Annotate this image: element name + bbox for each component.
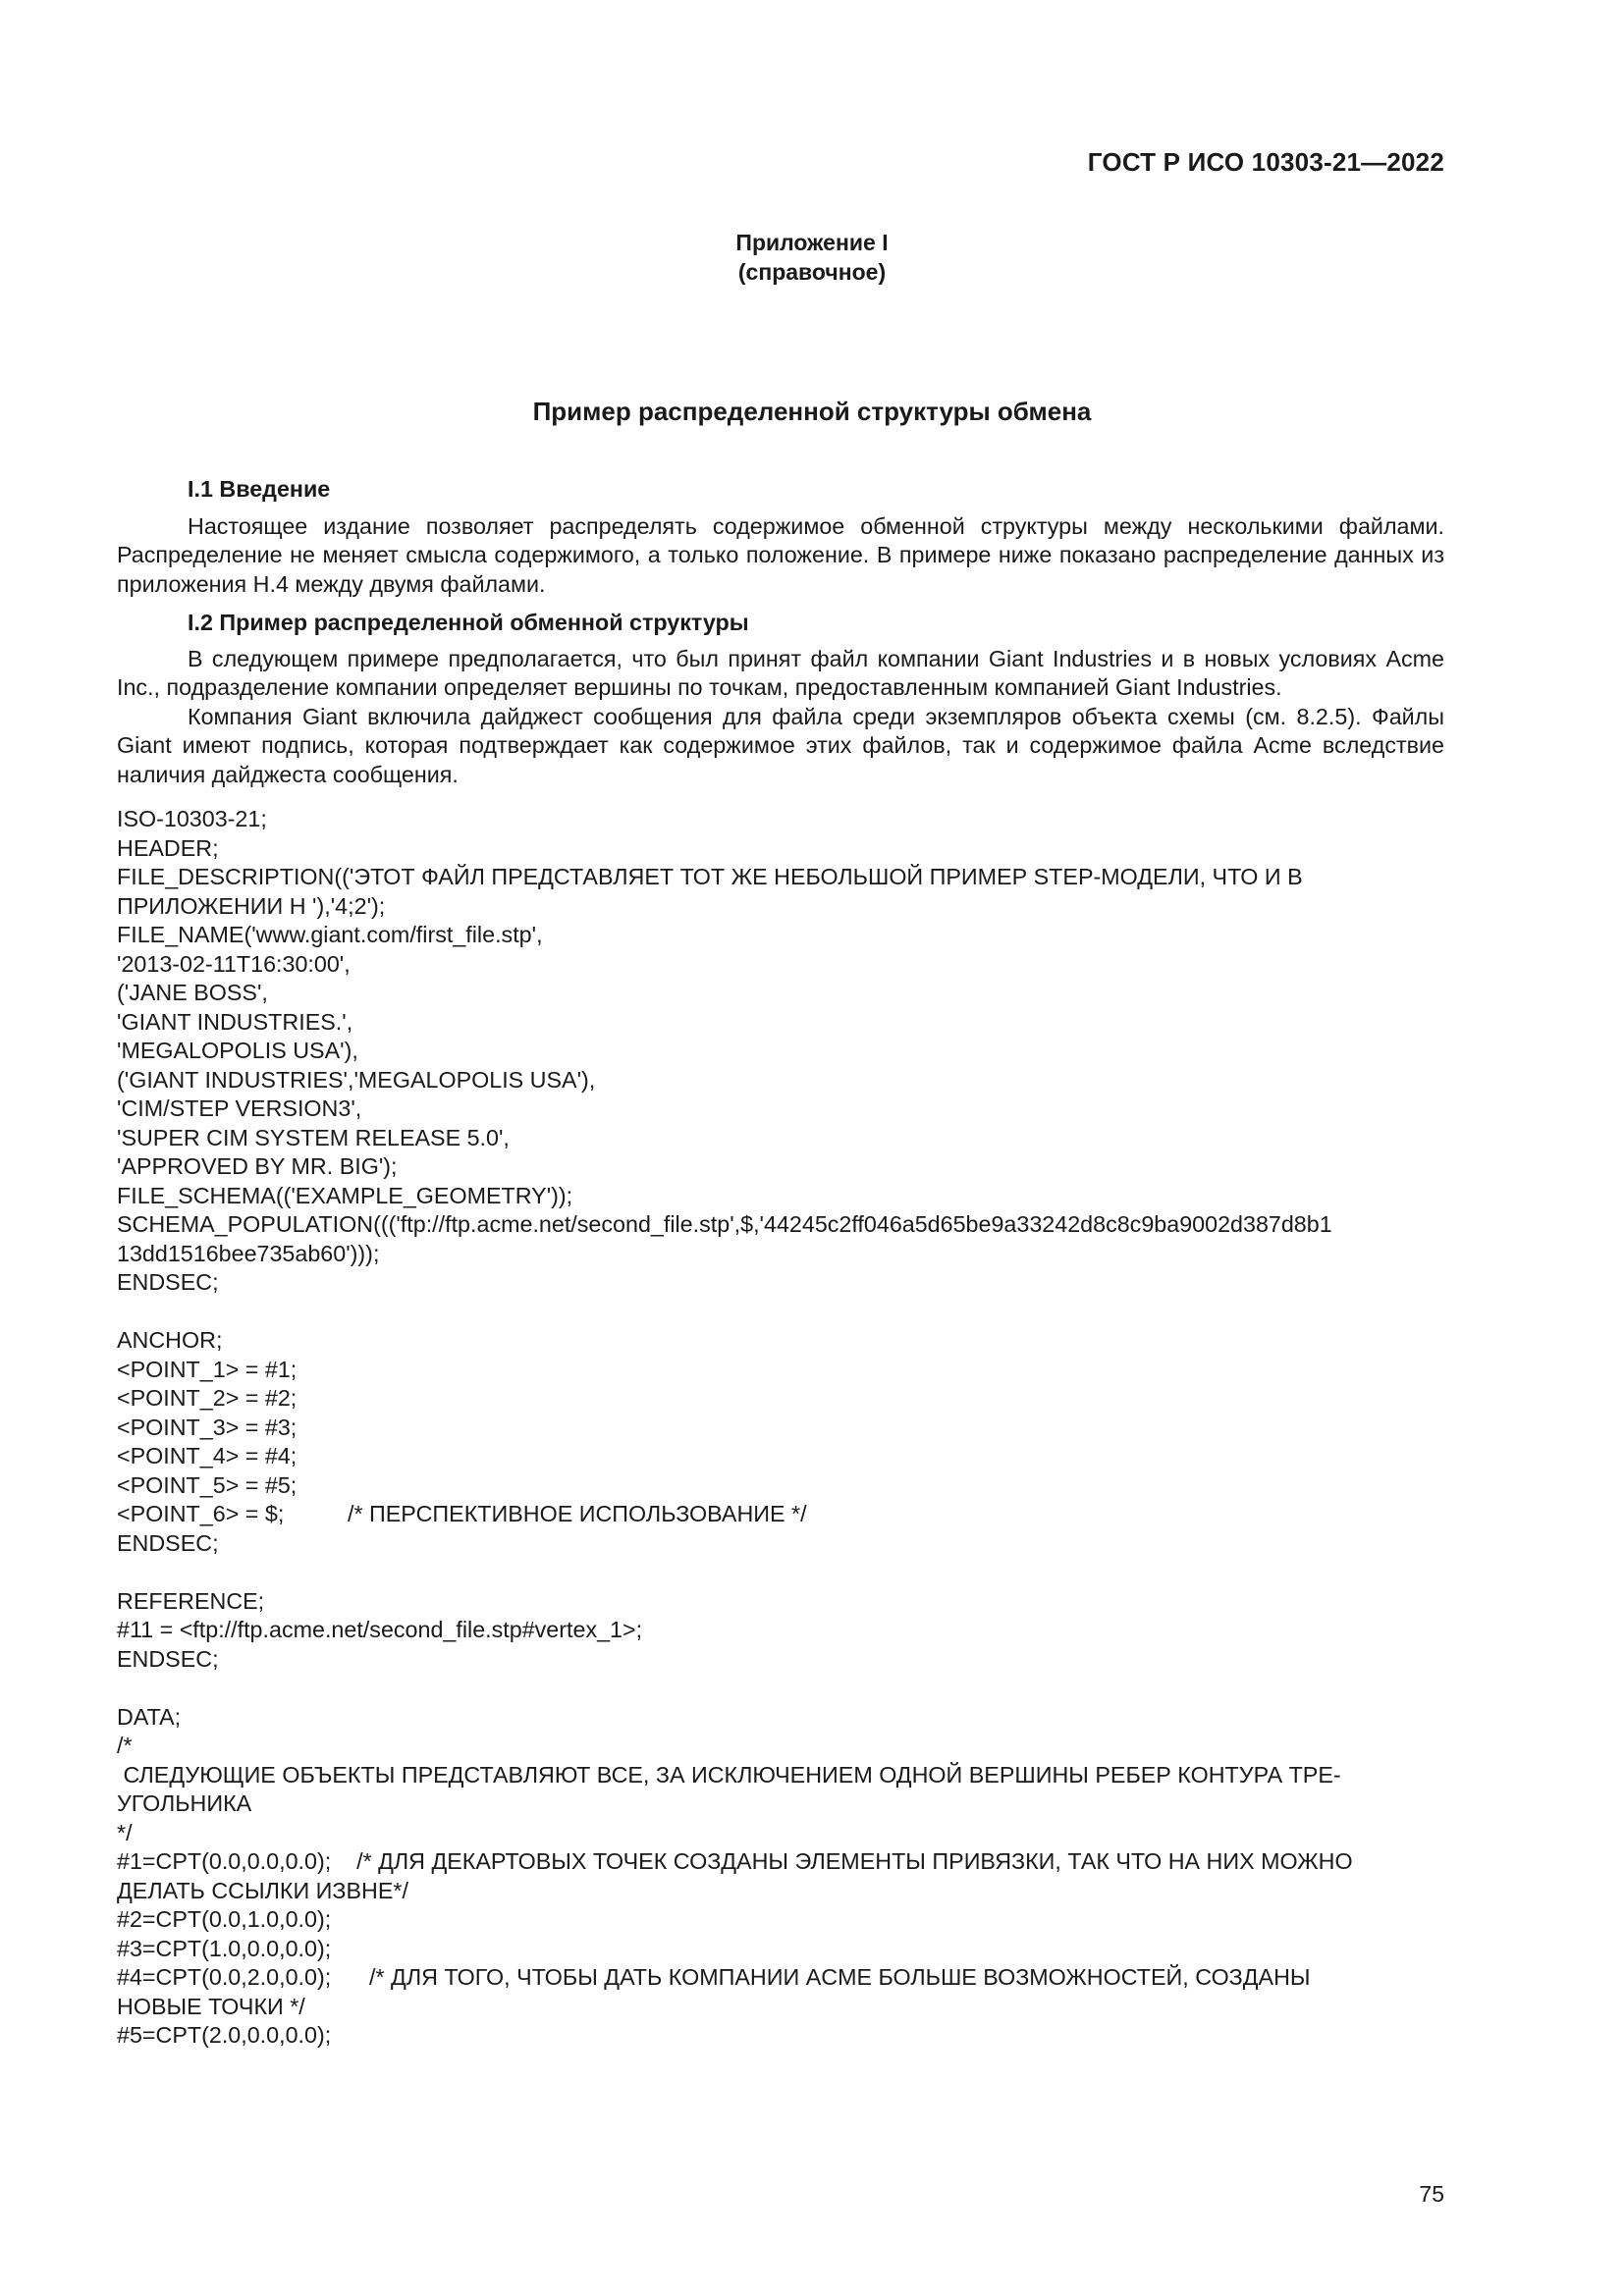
code-line: ISO-10303-21; — [117, 806, 267, 831]
code-line: 'SUPER CIM SYSTEM RELEASE 5.0', — [117, 1124, 510, 1150]
page-number: 75 — [1419, 2181, 1444, 2207]
code-line: <POINT_1> = #1; — [117, 1356, 298, 1382]
code-line: #4=CPT(0.0,2.0,0.0); /* ДЛЯ ТОГО, ЧТОБЫ ДАТЬ КОМПАНИИ ACME БОЛЬШЕ ВОЗМОЖНОСТЕЙ, СОЗДАНЫ — [117, 1964, 1311, 1990]
code-line: #11 = <ftp://ftp.acme.net/second_file.stp#vertex_1>; — [117, 1617, 643, 1642]
code-line: СЛЕДУЮЩИЕ ОБЪЕКТЫ ПРЕДСТАВЛЯЮТ ВСЕ, ЗА ИСКЛЮЧЕНИЕМ ОДНОЙ ВЕРШИНЫ РЕБЕР КОНТУРА ТРЕ- — [117, 1761, 1341, 1788]
code-line: ENDSEC; — [117, 1529, 219, 1556]
code-line: <POINT_2> = #2; — [117, 1385, 298, 1411]
code-line: 'GIANT INDUSTRIES.', — [117, 1008, 353, 1035]
code-line: ДЕЛАТЬ ССЫЛКИ ИЗВНЕ*/ — [117, 1877, 408, 1903]
code-line: <POINT_4> = #4; — [117, 1443, 298, 1468]
code-line — [117, 1674, 1444, 1703]
code-line: FILE_NAME('www.giant.com/first_file.stp', — [117, 922, 543, 947]
code-line: ПРИЛОЖЕНИИ Н '),'4;2'); — [117, 892, 386, 919]
code-line: 13dd1516bee735ab60'))); — [117, 1240, 380, 1266]
code-line: REFERENCE; — [117, 1587, 265, 1614]
code-line: 'MEGALOPOLIS USA'), — [117, 1038, 358, 1063]
appendix-type: (справочное) — [737, 259, 887, 285]
code-line: */ — [117, 1819, 133, 1845]
standard-code: ГОСТ Р ИСО 10303-21—2022 — [1087, 147, 1444, 177]
code-line: ENDSEC; — [117, 1269, 219, 1295]
code-line: FILE_SCHEMA(('EXAMPLE_GEOMETRY')); — [117, 1182, 573, 1208]
paragraph: В следующем примере предполагается, что был принят файл компании Giant Industries и в новых условиях Acme Inc., подразделение компании определяет вершины по точкам, предоставленным компанией Giant Industries. — [117, 645, 1444, 700]
code-line: DATA; — [117, 1703, 182, 1730]
paragraph: Настоящее издание позволяет распределять содержимое обменной структуры между несколькими файлами. Распределение не меняет смысла содержимого, а только положение. В примере ниже показано распределение данных из приложения Н.4 между двумя файлами. — [117, 512, 1444, 597]
code-line: ('JANE BOSS', — [117, 980, 268, 1005]
paragraph: Компания Giant включила дайджест сообщения для файла среди экземпляров объекта схемы (см. 8.2.5). Файлы Giant имеют подпись, которая подтверждает как содержимое этих файлов, так и содержимое файла Acme вследствие наличия дайджеста сообщения. — [117, 703, 1444, 787]
code-line: /* — [117, 1733, 133, 1758]
code-line: #2=CPT(0.0,1.0,0.0); — [117, 1906, 332, 1932]
code-line: 'CIM/STEP VERSION3', — [117, 1095, 362, 1121]
code-line: '2013-02-11T16:30:00', — [117, 950, 351, 977]
code-line: УГОЛЬНИКА — [117, 1790, 252, 1816]
section-heading-intro: I.1 Введение — [188, 476, 331, 502]
code-line: ANCHOR; — [117, 1327, 223, 1353]
code-line: <POINT_3> = #3; — [117, 1414, 298, 1440]
code-line: ('GIANT INDUSTRIES','MEGALOPOLIS USA'), — [117, 1066, 596, 1093]
code-line: FILE_DESCRIPTION(('ЭТОТ ФАЙЛ ПРЕДСТАВЛЯЕТ ТОТ ЖЕ НЕБОЛЬШОЙ ПРИМЕР STEP-МОДЕЛИ, ЧТО И В — [117, 864, 1303, 889]
code-line: SCHEMA_POPULATION((('ftp://ftp.acme.net/second_file.stp',$,'44245c2ff046a5d65be9a33242d8c8c9ba9002d387d8b1 — [117, 1211, 1332, 1237]
code-line: #3=CPT(1.0,0.0,0.0); — [117, 1935, 332, 1961]
appendix-title: Пример распределенной структуры обмена — [532, 397, 1092, 426]
code-line: HEADER; — [117, 834, 219, 861]
code-line: ENDSEC; — [117, 1645, 219, 1672]
code-line: #5=CPT(2.0,0.0,0.0); — [117, 2022, 332, 2048]
code-line: 'APPROVED BY MR. BIG'); — [117, 1153, 398, 1179]
code-line — [117, 1558, 1444, 1587]
code-line: #1=CPT(0.0,0.0,0.0); /* ДЛЯ ДЕКАРТОВЫХ ТОЧЕК СОЗДАНЫ ЭЛЕМЕНТЫ ПРИВЯЗКИ, ТАК ЧТО НА НИХ МОЖНО — [117, 1848, 1353, 1874]
code-line — [117, 1298, 1444, 1327]
appendix-label: Приложение I — [735, 230, 889, 255]
code-line: <POINT_6> = $; /* ПЕРСПЕКТИВНОЕ ИСПОЛЬЗОВАНИЕ */ — [117, 1501, 807, 1526]
section-heading-example: I.2 Пример распределенной обменной структуры — [188, 610, 749, 635]
code-line: <POINT_5> = #5; — [117, 1471, 298, 1498]
content — [117, 475, 1444, 2051]
code-line: НОВЫЕ ТОЧКИ */ — [117, 1993, 305, 2019]
code-listing — [117, 805, 1444, 2051]
appendix-heading — [0, 228, 1624, 287]
